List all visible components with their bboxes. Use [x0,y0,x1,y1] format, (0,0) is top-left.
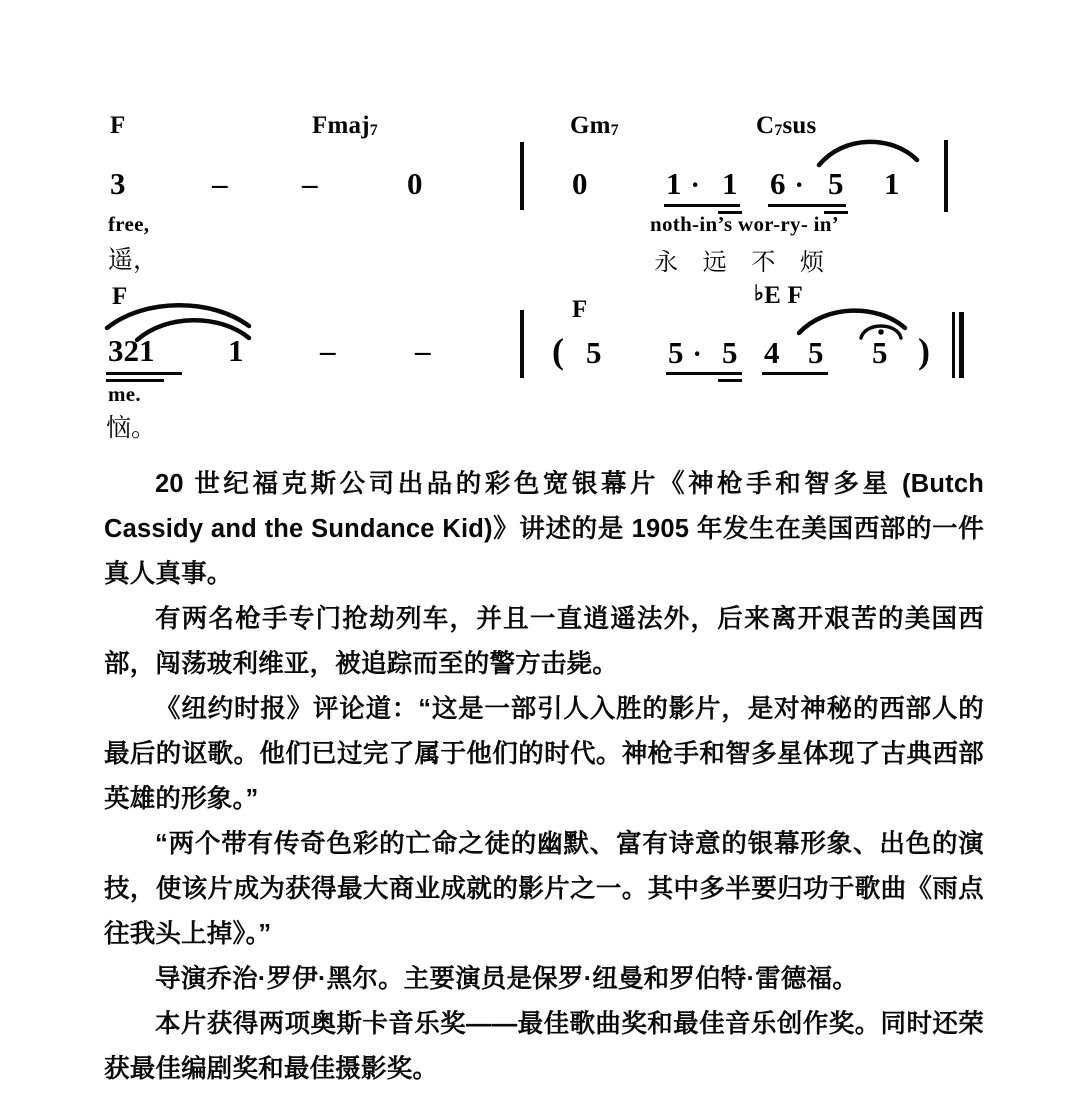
note-dash: – [415,333,431,368]
article-body [104,462,984,1092]
note-0: 0 [407,166,424,201]
note-5-dotted: 5 · [668,335,703,370]
paragraph: 20 世纪福克斯公司出品的彩色宽银幕片《神枪手和智多星 (Butch Cassidy and the Sundance Kid)》讲述的是 1905 年发生在美国西部的一件真人真事。 [104,470,984,588]
chord-symbol: Fmaj$_7$ [312,112,378,139]
lyric-cn: 恼。 [106,414,157,442]
note-dash: – [320,333,336,368]
barline [520,310,524,378]
note-dash: – [212,166,228,201]
chord-symbol: $Gm_7$ [570,112,619,139]
slur-arc [816,132,920,168]
slur-arc-inner [134,312,252,344]
note-3: 3 [110,166,127,201]
lyric-en: me. [108,382,141,406]
chord-symbol: ♭E F [754,281,803,309]
note-1: 1 [884,166,901,201]
lyric-en: noth-in’s wor-ry- in’ [650,212,840,236]
lyric-cn: 遥， [108,246,159,274]
paragraph: “两个带有传奇色彩的亡命之徒的幽默、富有诗意的银幕形象、出色的演技，使该片成为获得最大商业成就的影片之一。其中多半要归功于歌曲《雨点往我头上掉》。” [104,830,984,948]
note-5: 5 [828,166,845,201]
note-dash: – [302,166,318,201]
note-1: 1 [722,166,739,201]
note-5: 5 [722,335,739,370]
close-paren: ) [918,331,930,371]
paragraph: 《纽约时报》评论道：“这是一部引人入胜的影片，是对神秘的西部人的最后的讴歌。他们已过完了属于他们的时代。神枪手和智多星体现了古典西部英雄的形象。” [104,695,984,813]
music-score [0,0,1072,440]
fermata-icon [858,318,904,340]
beam-primary [664,204,740,207]
beam-primary [666,372,742,375]
paragraph: 有两名枪手专门抢劫列车，并且一直逍遥法外，后来离开艰苦的美国西部，闯荡玻利维亚，被追踪而至的警方击毙。 [104,605,984,678]
note-5: 5 [586,335,603,370]
chord-symbol: $C_7sus$ [756,112,817,139]
lyric-cn: 永 远 不 烦 [654,249,834,276]
note-5: 5 [808,335,825,370]
note-5-fermata: 5 [872,335,889,370]
note-6-dotted: 6 · [770,166,805,201]
lyric-en: free, [108,212,150,236]
note-0: 0 [572,166,589,201]
note-4: 4 [764,335,781,370]
chord-symbol: F [112,283,128,310]
chord-symbol: F [110,112,126,139]
paragraph: 本片获得两项奥斯卡音乐奖——最佳歌曲奖和最佳音乐创作奖。同时还荣获最佳编剧奖和最佳摄影奖。 [104,1010,984,1083]
end-barline [952,312,968,378]
beam-primary [106,372,182,375]
note-group-321: 321 [108,333,155,368]
barline [944,140,948,212]
note-1: 1 [228,333,245,368]
beam-primary [762,372,828,375]
note-1-dotted: 1 · [666,166,701,201]
beam-secondary [718,379,742,382]
chord-symbol: F [572,296,588,323]
paragraph: 导演乔治·罗伊·黑尔。主要演员是保罗·纽曼和罗伯特·雷德福。 [155,965,858,993]
barline [520,142,524,210]
beam-primary [768,204,846,207]
open-paren: ( [552,331,564,371]
